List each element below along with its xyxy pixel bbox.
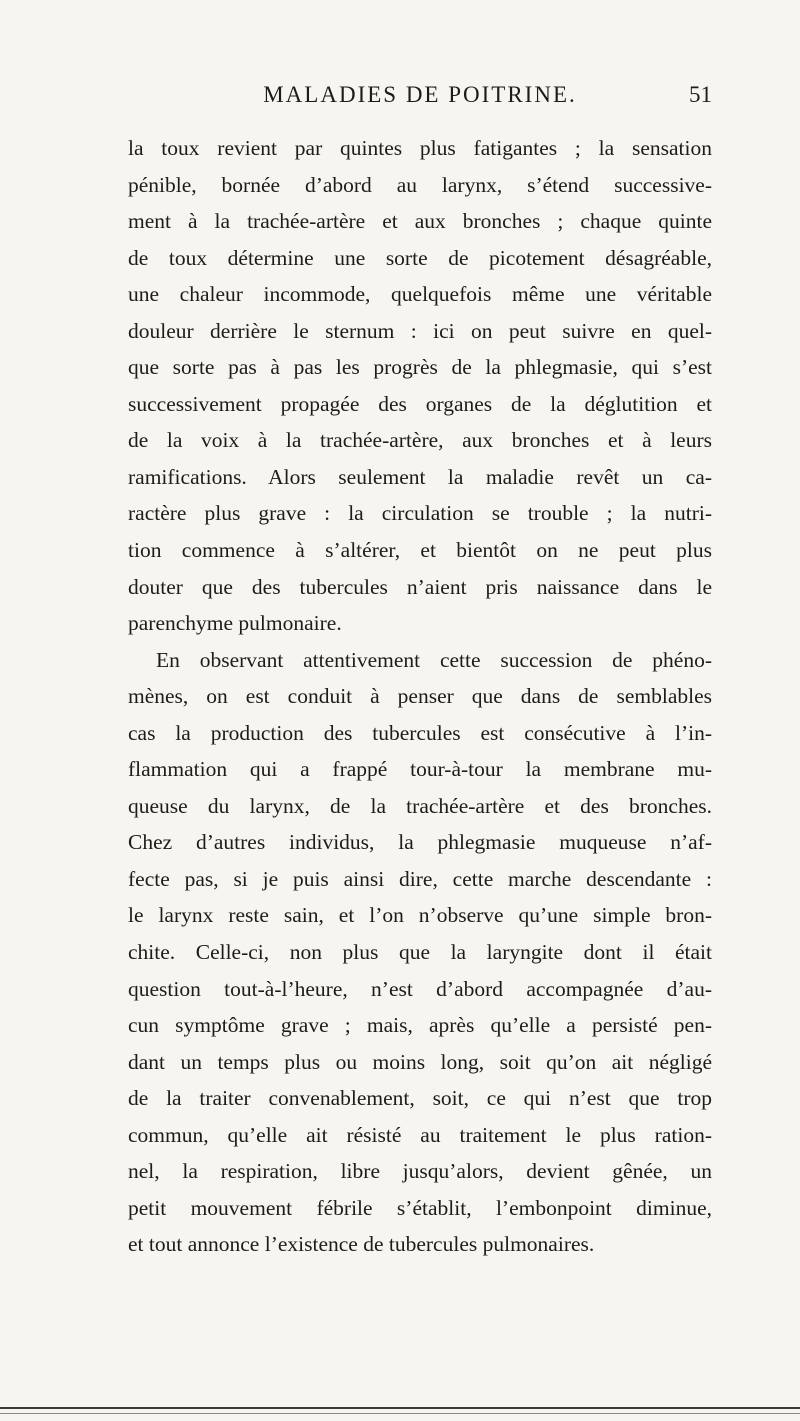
text-line: de la traiter convenablement, soit, ce qui n’est que trop [128, 1086, 712, 1111]
text-line: douter que des tubercules n’aient pris naissance dans le [128, 574, 712, 599]
text-line: que sorte pas à pas les progrès de la phlegmasie, qui s’est [128, 355, 712, 380]
text-line: la toux revient par quintes plus fatigantes ; la sensation [128, 136, 712, 160]
paragraph-1 [128, 130, 712, 642]
text-line: de toux détermine une sorte de picotement désagréable, [128, 245, 712, 270]
text-line: En observant attentivement cette succession de phéno- [156, 647, 712, 672]
text-line: dant un temps plus ou moins long, soit qu’on ait négligé [128, 1049, 712, 1074]
text-line: ment à la trachée-artère et aux bronches ; chaque quinte [128, 209, 712, 234]
text-line: mènes, on est conduit à penser que dans de semblables [128, 684, 712, 709]
page-header [128, 82, 712, 122]
page-number: 51 [689, 82, 712, 107]
text-line: parenchyme pulmonaire. [128, 611, 342, 636]
text-line: cun symptôme grave ; mais, après qu’elle a persisté pen- [128, 1013, 712, 1038]
running-title: MALADIES DE POITRINE. [263, 82, 577, 107]
text-line: le larynx reste sain, et l’on n’observe qu’une simple bron- [128, 903, 712, 928]
text-line: ramifications. Alors seulement la maladie revêt un ca- [128, 464, 712, 489]
text-line: queuse du larynx, de la trachée-artère et des bronches. [128, 793, 712, 818]
paragraph-2 [128, 642, 712, 1263]
text-line: et tout annonce l’existence de tubercules pulmonaires. [128, 1232, 595, 1257]
text-line: cas la production des tubercules est consécutive à l’in- [128, 720, 712, 745]
text-line: pénible, bornée d’abord au larynx, s’étend successive- [128, 172, 712, 197]
text-line: ractère plus grave : la circulation se trouble ; la nutri- [128, 501, 712, 526]
text-line: petit mouvement fébrile s’établit, l’embonpoint diminue, [128, 1195, 712, 1220]
text-line: tion commence à s’altérer, et bientôt on ne peut plus [128, 538, 712, 563]
text-line: douleur derrière le sternum : ici on peut suivre en quel- [128, 318, 712, 343]
text-line: de la voix à la trachée-artère, aux bronches et à leurs [128, 428, 712, 453]
text-line: fecte pas, si je puis ainsi dire, cette marche descendante : [128, 866, 712, 891]
text-line: commun, qu’elle ait résisté au traitement le plus ration- [128, 1122, 712, 1147]
text-line: Chez d’autres individus, la phlegmasie muqueuse n’af- [128, 830, 712, 855]
text-line: une chaleur incommode, quelquefois même une véritable [128, 282, 712, 307]
text-line: nel, la respiration, libre jusqu’alors, devient gênée, un [128, 1159, 712, 1184]
text-line: question tout-à-l’heure, n’est d’abord accompagnée d’au- [128, 976, 712, 1001]
text-line: chite. Celle-ci, non plus que la laryngite dont il était [128, 940, 712, 965]
text-line: successivement propagée des organes de la déglutition et [128, 391, 712, 416]
body-text [128, 130, 712, 1263]
page-bottom-edge [0, 1407, 800, 1409]
text-line: flammation qui a frappé tour-à-tour la membrane mu- [128, 757, 712, 782]
page-bottom-edge-shadow [0, 1413, 800, 1414]
